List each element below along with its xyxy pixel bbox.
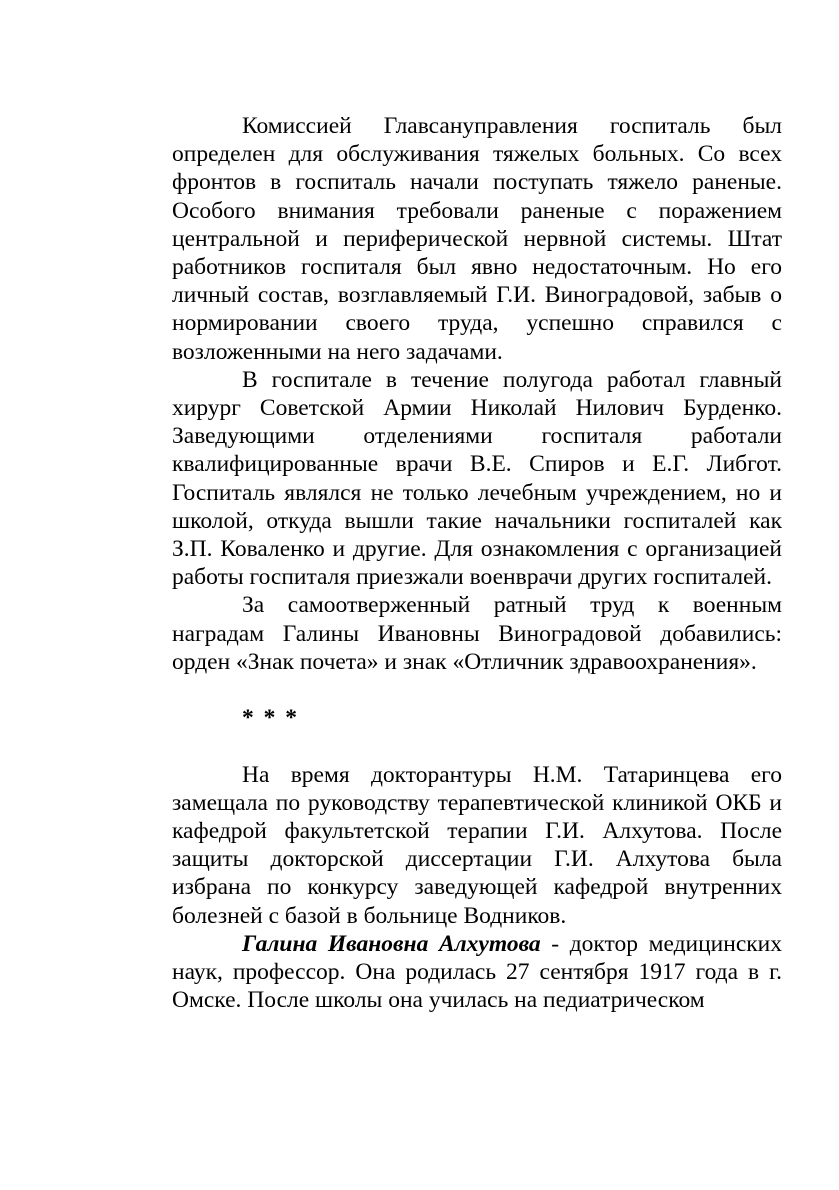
- paragraph-bio: [172, 930, 782, 1015]
- document-body: [172, 112, 782, 1014]
- section-separator: * * *: [242, 705, 299, 732]
- paragraph-burdenko: В госпитале в течение полугода работал главный хирург Советской Армии Николай Нилович Бурденко. Заведующими отделениями госпиталя работали квалифицированные врачи В.Е. Спиров и Е.Г. Либгот. Госпиталь являлся не только лечебным учреждением, но и школой, откуда вышли такие начальники госпиталей как З.П. Коваленко и другие. Для ознакомления с организацией работы госпиталя приезжали военврачи других госпиталей.: [172, 366, 782, 591]
- paragraph-hospital-commission: Комиссией Главсануправления госпиталь был определен для обслуживания тяжелых больных. Со всех фронтов в госпиталь начали поступать тяжело раненые. Особого внимания требовали раненые с поражением центральной и периферической нервной системы. Штат работников госпиталя был явно недостаточным. Но его личный состав, возглавляемый Г.И. Виноградовой, забыв о нормировании своего труда, успешно справился с возложенными на него задачами.: [172, 113, 782, 365]
- bio-text: - доктор медицинских наук, профессор. Она родилась 27 сентября 1917 года в г. Омске. После школы она училась на педиатрическом: [172, 930, 782, 1014]
- paragraph-doctorate: На время докторантуры Н.М. Татаринцева его замещала по руководству терапевтической клиникой ОКБ и кафедрой факультетской терапии Г.И. Алхутова. После защиты докторской диссертации Г.И. Алхутова была избрана по конкурсу заведующей кафедрой внутренних болезней с базой в больнице Водников.: [172, 761, 782, 929]
- bio-name: Галина Ивановна Алхутова: [242, 930, 541, 957]
- paragraph-awards: За самоотверженный ратный труд к военным наградам Галины Ивановны Виноградовой добавились: орден «Знак почета» и знак «Отличник здравоохранения».: [172, 592, 782, 675]
